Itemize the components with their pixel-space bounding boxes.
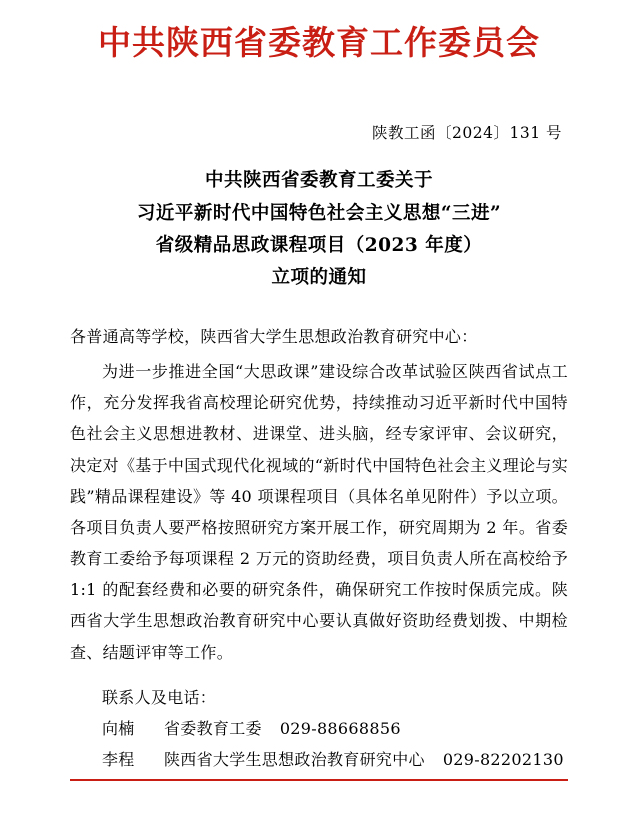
body-paragraph: 为进一步推进全国“大思政课”建设综合改革试验区陕西省试点工作，充分发挥我省高校理论研究优势，持续推动习近平新时代中国特色社会主义思想进教材、进课堂、进头脑，经专家评审、会议研究，决定对《基于中国式现代化视域的“新时代中国特色社会主义理论与实践”精品课程建设》等 40 项课程项目（具体名单见附件）予以立项。各项目负责人要严格按照研究方案开展工作，研究周期为 2 年。省委教育工委给予每项课程 2 万元的资助经费，项目负责人所在高校给予 1:1 的配套经费和必要的研究条件，确保研究工作按时保质完成。陕西省大学生思想政治教育研究中心要认真做好资助经费划拨、中期检查、结题评审等工作。 bbox=[70, 361, 568, 662]
contact-name: 向楠 bbox=[102, 719, 135, 738]
title-line-2: 习近平新时代中国特色社会主义思想“三进” bbox=[136, 202, 502, 224]
document-number: 陕教工函〔2024〕131 号 bbox=[372, 124, 562, 143]
contact-heading: 联系人及电话： bbox=[102, 687, 217, 707]
contact-row bbox=[70, 713, 568, 744]
contact-row bbox=[70, 744, 568, 775]
title-line-4: 立项的通知 bbox=[271, 267, 367, 289]
letterhead-title: 中共陕西省委教育工作委员会 bbox=[98, 23, 540, 62]
contact-org: 陕西省大学生思想政治教育研究中心 bbox=[164, 750, 425, 770]
contact-phone: 029-88668856 bbox=[279, 719, 401, 738]
document-title bbox=[70, 165, 568, 295]
title-line-3: 省级精品思政课程项目（2023 年度） bbox=[155, 235, 483, 256]
contact-name: 李程 bbox=[102, 750, 135, 770]
contact-phone: 029-82202130 bbox=[442, 750, 564, 770]
title-line-1: 中共陕西省委教育工委关于 bbox=[204, 170, 433, 192]
recipient-line: 各普通高等学校，陕西省大学生思想政治教育研究中心： bbox=[70, 326, 478, 346]
contact-org: 省委教育工委 bbox=[164, 719, 262, 738]
letterhead bbox=[70, 0, 568, 63]
footer-divider bbox=[70, 779, 568, 781]
